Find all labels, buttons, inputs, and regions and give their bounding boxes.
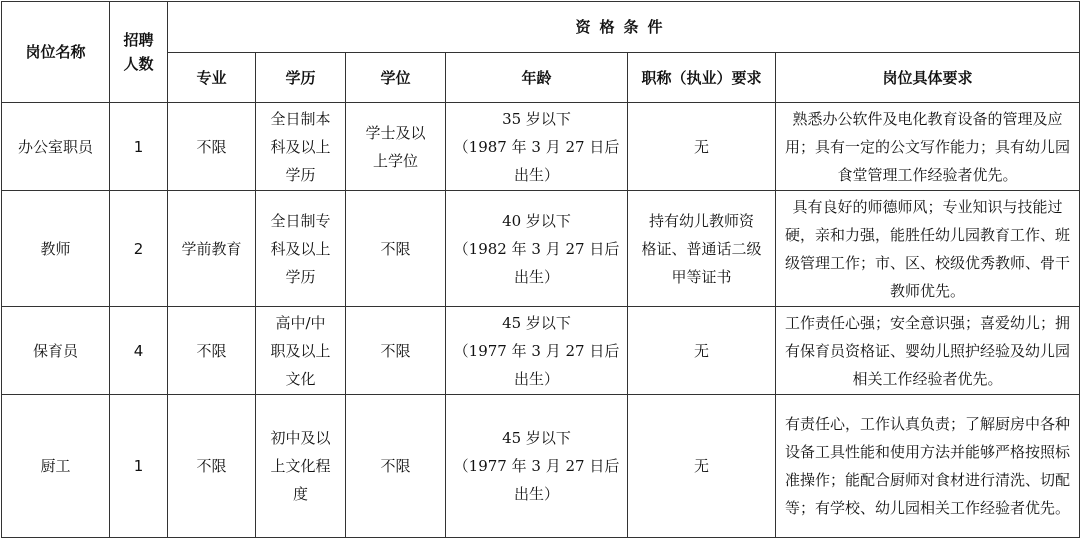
cell-requirements: 具有良好的师德师风；专业知识与技能过硬，亲和力强，能胜任幼儿园教育工作、班级管理工作；市、区、校级优秀教师、骨干教师优先。: [776, 191, 1080, 307]
text-line: 40 岁以下: [502, 211, 571, 230]
table-row: [2, 191, 1080, 307]
cell-major: 不限: [168, 103, 256, 191]
text-line: 45 岁以下: [502, 429, 571, 447]
text-line: 全日制专: [270, 211, 331, 230]
header-major: 专业: [168, 53, 256, 103]
text-line: 格证、普通话二级: [641, 239, 762, 258]
text-line: 不限: [380, 341, 411, 360]
text-line: 无: [693, 341, 709, 360]
table-row: [2, 103, 1080, 191]
cell-age: [446, 191, 628, 307]
table-row: [2, 395, 1080, 538]
cell-title: [628, 191, 776, 307]
header-age: 年龄: [446, 53, 628, 103]
text-line: （1977 年 3 月 27 日后: [453, 341, 620, 360]
text-line: 科及以上: [270, 239, 331, 258]
text-line: 不限: [380, 457, 411, 475]
cell-position: 办公室职员: [2, 103, 110, 191]
text-line: 度: [292, 485, 308, 503]
header-education: 学历: [256, 53, 346, 103]
cell-title: [628, 103, 776, 191]
text-line: 出生）: [513, 369, 559, 388]
cell-education: [256, 191, 346, 307]
text-line: （1982 年 3 月 27 日后: [453, 239, 620, 258]
cell-degree: [346, 103, 446, 191]
cell-count: 1: [110, 103, 168, 191]
text-line: 学历: [285, 165, 316, 184]
text-line: 文化: [285, 369, 316, 388]
header-count-text: 招聘人数: [123, 31, 154, 73]
text-line: 职及以上: [270, 341, 331, 360]
text-line: 学士及以: [365, 123, 426, 142]
text-line: 甲等证书: [671, 267, 732, 286]
text-line: 持有幼儿教师资: [648, 211, 754, 230]
cell-count: 1: [110, 395, 168, 538]
cell-title: [628, 395, 776, 538]
header-qualification: 资格条件: [168, 2, 1080, 53]
header-degree: 学位: [346, 53, 446, 103]
cell-age: [446, 103, 628, 191]
text-line: （1977 年 3 月 27 日后: [453, 457, 620, 475]
cell-position: 厨工: [2, 395, 110, 538]
header-position: 岗位名称: [2, 2, 110, 103]
text-line: 科及以上: [270, 137, 331, 156]
text-line: 45 岁以下: [502, 313, 571, 332]
text-line: 学历: [285, 267, 316, 286]
text-line: 出生）: [513, 267, 559, 286]
cell-requirements: 有责任心，工作认真负责；了解厨房中各种设备工具性能和使用方法并能够严格按照标准操作；能配合厨师对食材进行清洗、切配等；有学校、幼儿园相关工作经验者优先。: [776, 395, 1080, 538]
text-line: 无: [693, 137, 709, 156]
header-requirements: 岗位具体要求: [776, 53, 1080, 103]
text-line: 上学位: [372, 151, 418, 170]
cell-education: [256, 307, 346, 395]
cell-count: 4: [110, 307, 168, 395]
text-line: 全日制本: [270, 109, 331, 128]
header-count: [110, 2, 168, 103]
text-line: 上文化程: [270, 457, 331, 475]
text-line: 出生）: [513, 165, 559, 184]
cell-position: 保育员: [2, 307, 110, 395]
cell-degree: [346, 395, 446, 538]
cell-requirements: 熟悉办公软件及电化教育设备的管理及应用；具有一定的公文写作能力；具有幼儿园食堂管理工作经验者优先。: [776, 103, 1080, 191]
cell-requirements: 工作责任心强；安全意识强；喜爱幼儿；拥有保育员资格证、婴幼儿照护经验及幼儿园相关工作经验者优先。: [776, 307, 1080, 395]
cell-degree: [346, 307, 446, 395]
text-line: 不限: [380, 239, 411, 258]
text-line: 出生）: [513, 485, 559, 503]
cell-position: 教师: [2, 191, 110, 307]
cell-major: 不限: [168, 307, 256, 395]
text-line: 初中及以: [270, 429, 331, 447]
cell-age: [446, 307, 628, 395]
recruitment-table: [1, 1, 1080, 538]
text-line: 高中/中: [275, 313, 326, 332]
header-title: 职称（执业）要求: [628, 53, 776, 103]
cell-major: 不限: [168, 395, 256, 538]
cell-title: [628, 307, 776, 395]
cell-education: [256, 395, 346, 538]
cell-age: [446, 395, 628, 538]
cell-major: 学前教育: [168, 191, 256, 307]
text-line: 无: [693, 457, 709, 475]
text-line: 35 岁以下: [502, 109, 571, 128]
table-row: [2, 307, 1080, 395]
cell-count: 2: [110, 191, 168, 307]
text-line: （1987 年 3 月 27 日后: [453, 137, 620, 156]
cell-education: [256, 103, 346, 191]
cell-degree: [346, 191, 446, 307]
